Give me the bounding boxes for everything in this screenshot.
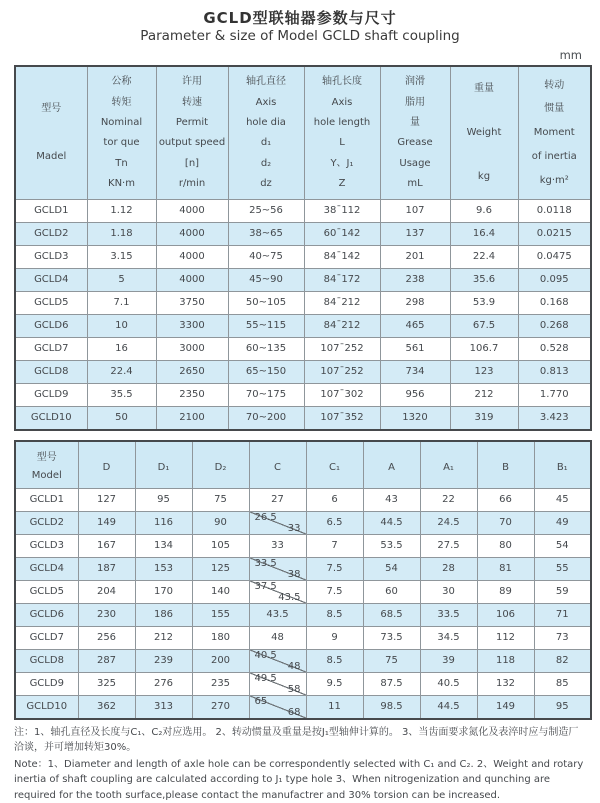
cell: 0.528 (518, 337, 591, 360)
cell: 112 (477, 626, 534, 649)
cell: 256 (78, 626, 135, 649)
cell: 40~75 (228, 245, 304, 268)
header-line: 型号 (36, 452, 57, 464)
cell: 167 (78, 534, 135, 557)
cell: 235 (192, 672, 249, 695)
cell: 28 (420, 557, 477, 580)
column-header-model (15, 441, 78, 489)
c-split-values (250, 581, 306, 603)
cell: 123 (450, 360, 518, 383)
cell: 8.5 (306, 649, 363, 672)
cell: 270 (192, 695, 249, 719)
cell: 187 (78, 557, 135, 580)
header-line: Weight (466, 127, 502, 139)
cell: 75 (192, 488, 249, 511)
cell: 155 (192, 603, 249, 626)
cell: 8.5 (306, 603, 363, 626)
column-header-D: D (78, 441, 135, 489)
cell: 9.5 (306, 672, 363, 695)
table-row (15, 314, 591, 337)
page-title-zh: GCLD型联轴器参数与尺寸 (203, 9, 397, 27)
cell: 10 (87, 314, 156, 337)
c-value: 43.5 (266, 609, 289, 621)
table-row (15, 557, 591, 580)
cell: 4000 (156, 222, 228, 245)
cell: 70~200 (228, 406, 304, 430)
cell: 134 (135, 534, 192, 557)
header-line: of inertia (531, 151, 577, 163)
cell: 22.4 (450, 245, 518, 268)
c-dimension-cell (249, 695, 306, 719)
cell: 0.813 (518, 360, 591, 383)
header-line: output speed (158, 137, 226, 149)
header-line: L (339, 137, 345, 149)
cell: 4000 (156, 245, 228, 268)
cell: 212 (450, 383, 518, 406)
table-row (15, 695, 591, 719)
cell: 70 (477, 511, 534, 534)
header-line: hole length (313, 117, 371, 129)
cell: 127 (78, 488, 135, 511)
c-top-value: 37.5 (254, 580, 277, 592)
column-header-grease (380, 66, 450, 200)
model-cell: GCLD8 (15, 360, 87, 383)
table-row (15, 199, 591, 222)
column-header-torque (87, 66, 156, 200)
cell: 3.15 (87, 245, 156, 268)
header-line: Axis (255, 96, 277, 108)
header-line: mL (407, 178, 423, 190)
cell: 38¯112 (304, 199, 380, 222)
header-line: dz (260, 178, 272, 190)
table-row (15, 268, 591, 291)
cell: 186 (135, 603, 192, 626)
cell: 325 (78, 672, 135, 695)
c-dimension-cell (249, 649, 306, 672)
unit-label: mm (559, 47, 582, 62)
header-line: 公称 (111, 76, 132, 88)
model-cell: GCLD2 (15, 222, 87, 245)
cell: 95 (534, 695, 591, 719)
cell: 1320 (380, 406, 450, 430)
cell: 1.770 (518, 383, 591, 406)
cell: 60 (363, 580, 420, 603)
c-split-values (250, 512, 306, 534)
cell: 5 (87, 268, 156, 291)
cell: 70~175 (228, 383, 304, 406)
header-line: KN·m (108, 178, 135, 190)
cell: 6 (306, 488, 363, 511)
cell: 465 (380, 314, 450, 337)
dimension-table-body (15, 488, 591, 719)
cell: 55 (534, 557, 591, 580)
cell: 362 (78, 695, 135, 719)
table-row (15, 245, 591, 268)
c-split-values (250, 650, 306, 672)
header-line: Usage (399, 157, 431, 169)
cell: 107¯352 (304, 406, 380, 430)
cell: 1.12 (87, 199, 156, 222)
header-line: 轴孔长度 (322, 76, 362, 88)
cell: 33.5 (420, 603, 477, 626)
cell: 6.5 (306, 511, 363, 534)
cell: 45 (534, 488, 591, 511)
column-header-C1: C₁ (306, 441, 363, 489)
cell: 118 (477, 649, 534, 672)
cell: 84¯142 (304, 245, 380, 268)
cell: 2100 (156, 406, 228, 430)
c-value: 33 (271, 540, 284, 552)
column-header-speed (156, 66, 228, 200)
c-split-values (250, 558, 306, 580)
cell: 53.9 (450, 291, 518, 314)
dimension-table-head (15, 441, 591, 489)
cell: 287 (78, 649, 135, 672)
c-dimension-cell (249, 511, 306, 534)
c-split-values (250, 696, 306, 718)
c-bottom-value: 38 (287, 568, 301, 580)
cell: 60~135 (228, 337, 304, 360)
header-line: Y、J₁ (330, 157, 354, 169)
cell: 53.5 (363, 534, 420, 557)
c-dimension-cell (249, 603, 306, 626)
cell: 54 (534, 534, 591, 557)
table-gap (14, 431, 586, 440)
cell: 105 (192, 534, 249, 557)
column-header-hole-length (304, 66, 380, 200)
cell: 170 (135, 580, 192, 603)
column-header-C: C (249, 441, 306, 489)
cell: 98.5 (363, 695, 420, 719)
header-row (15, 66, 591, 200)
header-line: hole dia (246, 117, 286, 129)
cell: 35.5 (87, 383, 156, 406)
header-line: Moment (533, 127, 575, 139)
cell: 54 (363, 557, 420, 580)
cell: 116 (135, 511, 192, 534)
cell: 55~115 (228, 314, 304, 337)
header-line: 许用 (182, 76, 202, 88)
model-cell: GCLD5 (15, 580, 78, 603)
model-cell: GCLD7 (15, 626, 78, 649)
c-top-value: 49.5 (254, 672, 277, 684)
cell: 22 (420, 488, 477, 511)
c-bottom-value: 48 (287, 660, 301, 672)
parameter-table (14, 65, 592, 431)
cell: 71 (534, 603, 591, 626)
table-row (15, 406, 591, 430)
c-dimension-cell (249, 488, 306, 511)
cell: 2350 (156, 383, 228, 406)
table-row (15, 649, 591, 672)
model-cell: GCLD7 (15, 337, 87, 360)
cell: 319 (450, 406, 518, 430)
header-line: d₁ (260, 137, 272, 149)
cell: 82 (534, 649, 591, 672)
cell: 107¯252 (304, 360, 380, 383)
cell: 25~56 (228, 199, 304, 222)
model-cell: GCLD4 (15, 557, 78, 580)
model-cell: GCLD5 (15, 291, 87, 314)
cell: 16 (87, 337, 156, 360)
table-row (15, 488, 591, 511)
cell: 238 (380, 268, 450, 291)
table-row (15, 383, 591, 406)
header-line: kg·m² (539, 174, 569, 186)
cell: 106 (477, 603, 534, 626)
cell: 9 (306, 626, 363, 649)
note-zh: 注：1、轴孔直径及长度与C₁、C₂对应选用。 2、转动惯量及重量是按J₁型轴伸计算的。 3、当齿面要求氮化及表淬时应与制造厂洽谈，并可增加转矩30%。 (14, 726, 579, 754)
model-cell: GCLD10 (15, 695, 78, 719)
header-line: Model (31, 470, 62, 482)
column-header-B: B (477, 441, 534, 489)
header-line: 脂用 (405, 96, 425, 108)
cell: 212 (135, 626, 192, 649)
cell: 3000 (156, 337, 228, 360)
dimension-table (14, 440, 592, 720)
header-row (15, 441, 591, 489)
header-line: 重量 (474, 83, 494, 95)
c-split-values (250, 673, 306, 695)
model-cell: GCLD8 (15, 649, 78, 672)
cell: 27.5 (420, 534, 477, 557)
table-row (15, 337, 591, 360)
model-cell: GCLD1 (15, 199, 87, 222)
cell: 7.1 (87, 291, 156, 314)
cell: 107¯302 (304, 383, 380, 406)
table-row (15, 580, 591, 603)
cell: 239 (135, 649, 192, 672)
cell: 49 (534, 511, 591, 534)
header-line: Permit (175, 117, 209, 129)
column-header-D2: D₂ (192, 441, 249, 489)
header-line: Z (338, 178, 346, 190)
header-line: 转矩 (111, 96, 132, 108)
cell: 45~90 (228, 268, 304, 291)
table-row (15, 626, 591, 649)
model-cell: GCLD3 (15, 245, 87, 268)
cell: 153 (135, 557, 192, 580)
c-dimension-cell (249, 557, 306, 580)
header-line: 转速 (182, 96, 202, 108)
header-line: kg (477, 171, 491, 183)
model-cell: GCLD3 (15, 534, 78, 557)
header-line: 转动 (544, 79, 565, 91)
cell: 24.5 (420, 511, 477, 534)
table-row (15, 291, 591, 314)
header-line: [n] (184, 157, 200, 169)
cell: 7.5 (306, 557, 363, 580)
c-dimension-cell (249, 672, 306, 695)
cell: 75 (363, 649, 420, 672)
cell: 87.5 (363, 672, 420, 695)
cell: 68.5 (363, 603, 420, 626)
column-header-inertia (518, 66, 591, 200)
cell: 2650 (156, 360, 228, 383)
cell: 149 (78, 511, 135, 534)
cell: 201 (380, 245, 450, 268)
c-top-value: 33.5 (254, 557, 277, 569)
column-header-B1: B₁ (534, 441, 591, 489)
model-cell: GCLD1 (15, 488, 78, 511)
cell: 34.5 (420, 626, 477, 649)
header-line: Axis (331, 96, 353, 108)
table-row (15, 511, 591, 534)
cell: 0.095 (518, 268, 591, 291)
model-cell: GCLD9 (15, 383, 87, 406)
cell: 3750 (156, 291, 228, 314)
header-line: 惯量 (544, 103, 565, 115)
cell: 80 (477, 534, 534, 557)
column-header-model (15, 66, 87, 200)
cell: 561 (380, 337, 450, 360)
cell: 107 (380, 199, 450, 222)
cell: 22.4 (87, 360, 156, 383)
header-line: Grease (397, 137, 433, 149)
note-en: Note：1、Diameter and length of axle hole can be correspondently selected with C₁ and C₂. 2、Weight and rotary inertia of shaft coupling are calculated according to J₁ type hole 3、When nitrogenization and qunching are required for the tooth surface,please contact the manufactrer and 30% torsion can be increased. (14, 758, 584, 801)
c-bottom-value: 33 (287, 522, 301, 534)
header-line: r/min (178, 178, 206, 190)
cell: 106.7 (450, 337, 518, 360)
table-row (15, 222, 591, 245)
cell: 180 (192, 626, 249, 649)
cell: 200 (192, 649, 249, 672)
cell: 43 (363, 488, 420, 511)
cell: 734 (380, 360, 450, 383)
cell: 60¯142 (304, 222, 380, 245)
cell: 44.5 (420, 695, 477, 719)
c-dimension-cell (249, 580, 306, 603)
model-cell: GCLD10 (15, 406, 87, 430)
cell: 95 (135, 488, 192, 511)
cell: 40.5 (420, 672, 477, 695)
cell: 16.4 (450, 222, 518, 245)
cell: 137 (380, 222, 450, 245)
column-header-A1: A₁ (420, 441, 477, 489)
cell: 4000 (156, 199, 228, 222)
model-cell: GCLD2 (15, 511, 78, 534)
table-row (15, 360, 591, 383)
cell: 73 (534, 626, 591, 649)
header-line: 轴孔直径 (246, 76, 286, 88)
c-top-value: 65 (254, 695, 268, 707)
cell: 276 (135, 672, 192, 695)
cell: 9.6 (450, 199, 518, 222)
cell: 44.5 (363, 511, 420, 534)
cell: 0.268 (518, 314, 591, 337)
page-title-en: Parameter & size of Model GCLD shaft coupling (140, 28, 460, 45)
cell: 50 (87, 406, 156, 430)
cell: 39 (420, 649, 477, 672)
cell: 140 (192, 580, 249, 603)
cell: 7.5 (306, 580, 363, 603)
cell: 1.18 (87, 222, 156, 245)
cell: 0.0215 (518, 222, 591, 245)
cell: 313 (135, 695, 192, 719)
cell: 3300 (156, 314, 228, 337)
header-line: Tn (115, 157, 128, 169)
c-bottom-value: 43.5 (278, 591, 301, 603)
c-bottom-value: 68 (287, 706, 301, 718)
model-cell: GCLD9 (15, 672, 78, 695)
cell: 84¯172 (304, 268, 380, 291)
cell: 89 (477, 580, 534, 603)
cell: 65~150 (228, 360, 304, 383)
c-bottom-value: 58 (287, 683, 301, 695)
cell: 85 (534, 672, 591, 695)
header-line: 量 (410, 117, 420, 129)
header-line: tor que (103, 137, 140, 149)
cell: 73.5 (363, 626, 420, 649)
cell: 4000 (156, 268, 228, 291)
model-cell: GCLD6 (15, 314, 87, 337)
parameter-table-body (15, 199, 591, 430)
cell: 298 (380, 291, 450, 314)
page-header (14, 8, 586, 46)
cell: 38~65 (228, 222, 304, 245)
column-header-A: A (363, 441, 420, 489)
model-cell: GCLD6 (15, 603, 78, 626)
header-line: Nominal (100, 117, 143, 129)
cell: 67.5 (450, 314, 518, 337)
cell: 59 (534, 580, 591, 603)
cell: 204 (78, 580, 135, 603)
cell: 35.6 (450, 268, 518, 291)
table-row (15, 672, 591, 695)
cell: 0.0118 (518, 199, 591, 222)
header-line: 型号 (41, 103, 62, 115)
cell: 125 (192, 557, 249, 580)
table-row (15, 603, 591, 626)
cell: 84¯212 (304, 291, 380, 314)
cell: 107¯252 (304, 337, 380, 360)
c-top-value: 40.5 (254, 649, 277, 661)
cell: 84¯212 (304, 314, 380, 337)
c-value: 48 (271, 632, 284, 644)
model-cell: GCLD4 (15, 268, 87, 291)
cell: 0.0475 (518, 245, 591, 268)
table-row (15, 534, 591, 557)
c-value: 27 (271, 494, 284, 506)
cell: 132 (477, 672, 534, 695)
header-line: 润滑 (405, 76, 425, 88)
cell: 50~105 (228, 291, 304, 314)
parameter-table-head (15, 66, 591, 200)
cell: 11 (306, 695, 363, 719)
c-dimension-cell (249, 534, 306, 557)
cell: 0.168 (518, 291, 591, 314)
header-line: Madel (36, 151, 67, 163)
cell: 149 (477, 695, 534, 719)
cell: 7 (306, 534, 363, 557)
cell: 956 (380, 383, 450, 406)
cell: 66 (477, 488, 534, 511)
c-top-value: 26.5 (254, 511, 277, 523)
cell: 81 (477, 557, 534, 580)
column-header-weight (450, 66, 518, 200)
footnotes (14, 725, 586, 803)
column-header-hole-dia (228, 66, 304, 200)
header-line: d₂ (260, 157, 272, 169)
cell: 3.423 (518, 406, 591, 430)
column-header-D1: D₁ (135, 441, 192, 489)
cell: 30 (420, 580, 477, 603)
cell: 230 (78, 603, 135, 626)
cell: 90 (192, 511, 249, 534)
c-dimension-cell (249, 626, 306, 649)
